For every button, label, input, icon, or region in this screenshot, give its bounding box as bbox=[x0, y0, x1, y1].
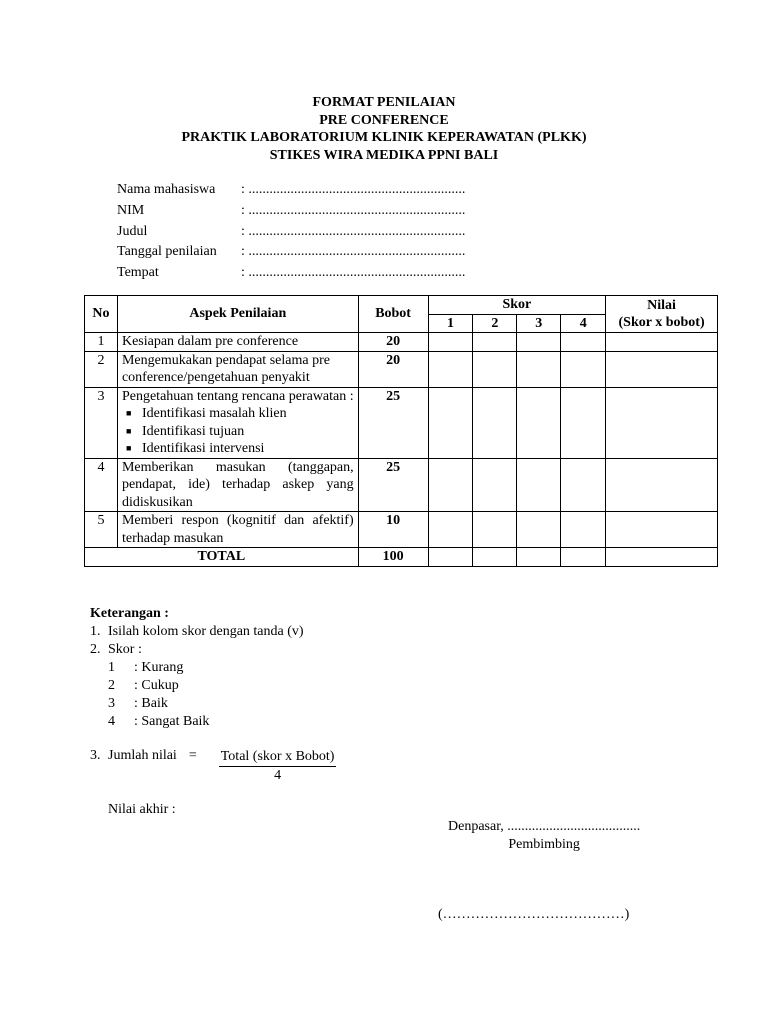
skor-legend-item: 1 : Kurang bbox=[108, 660, 184, 675]
keterangan-item bbox=[90, 641, 304, 659]
row-aspek bbox=[117, 387, 358, 458]
title-line-4: STIKES WIRA MEDIKA PPNI BALI bbox=[269, 147, 499, 163]
row-bobot: 25 bbox=[358, 458, 428, 512]
skor-cell[interactable] bbox=[517, 548, 561, 567]
row-bobot: 10 bbox=[358, 512, 428, 548]
skor-cell[interactable] bbox=[473, 458, 517, 512]
info-row-nim bbox=[117, 201, 465, 222]
square-bullet-icon: ■ bbox=[125, 443, 132, 453]
row-aspek: Memberi respon (kognitif dan afektif) terhadap masukan bbox=[117, 512, 358, 548]
keterangan-item bbox=[90, 623, 304, 641]
skor-legend-item: 4 : Sangat Baik bbox=[108, 714, 210, 729]
skor-cell[interactable] bbox=[473, 512, 517, 548]
table-row bbox=[85, 351, 718, 387]
nilai-cell[interactable] bbox=[606, 333, 718, 352]
jumlah-nilai-formula bbox=[90, 748, 336, 785]
item-number: 1. bbox=[90, 624, 101, 639]
skor-cell[interactable] bbox=[473, 548, 517, 567]
skor-cell[interactable] bbox=[428, 548, 473, 567]
total-value: 100 bbox=[358, 548, 428, 567]
nilai-cell[interactable] bbox=[606, 458, 718, 512]
info-label: Tempat bbox=[117, 265, 159, 281]
skor-cell[interactable] bbox=[428, 512, 473, 548]
assessment-table bbox=[84, 295, 718, 567]
row-aspek-text: Pengetahuan tentang rencana perawatan : bbox=[121, 388, 354, 404]
equals-sign: = bbox=[188, 748, 197, 763]
skor-cell[interactable] bbox=[517, 351, 561, 387]
header-nilai-line1: Nilai bbox=[647, 297, 676, 313]
nilai-cell[interactable] bbox=[606, 548, 718, 567]
table-row bbox=[85, 458, 718, 512]
square-bullet-icon: ■ bbox=[125, 425, 132, 436]
header-skor: Skor bbox=[428, 296, 606, 315]
row-bobot: 20 bbox=[358, 351, 428, 387]
info-row-judul bbox=[117, 222, 465, 243]
item-number: 3. bbox=[90, 748, 101, 763]
table-row bbox=[85, 333, 718, 352]
skor-legend bbox=[90, 659, 304, 731]
skor-legend-item: 2 : Cukup bbox=[108, 678, 179, 693]
row-aspek: Kesiapan dalam pre conference bbox=[117, 333, 358, 352]
skor-cell[interactable] bbox=[561, 512, 606, 548]
info-value: : .............................................................. bbox=[241, 265, 466, 281]
signature-block bbox=[448, 818, 640, 854]
skor-cell[interactable] bbox=[517, 458, 561, 512]
nilai-cell[interactable] bbox=[606, 512, 718, 548]
header-skor-2: 2 bbox=[473, 314, 517, 333]
jumlah-label: Jumlah nilai bbox=[108, 748, 177, 763]
sign-place-date: Denpasar, ...................................... bbox=[448, 819, 641, 834]
skor-cell[interactable] bbox=[517, 387, 561, 458]
document-title-block bbox=[0, 94, 768, 164]
keterangan-section bbox=[90, 605, 304, 731]
table-header-row bbox=[85, 296, 718, 315]
header-skor-3: 3 bbox=[517, 314, 561, 333]
header-bobot: Bobot bbox=[358, 296, 428, 333]
header-aspek: Aspek Penilaian bbox=[117, 296, 358, 333]
skor-cell[interactable] bbox=[473, 387, 517, 458]
total-row bbox=[85, 548, 718, 567]
fraction-denominator: 4 bbox=[274, 768, 282, 783]
skor-cell[interactable] bbox=[428, 387, 473, 458]
nilai-cell[interactable] bbox=[606, 351, 718, 387]
skor-legend-item: 3 : Baik bbox=[108, 696, 168, 711]
info-value: : .............................................................. bbox=[241, 223, 466, 239]
total-label: TOTAL bbox=[85, 548, 359, 567]
table-row bbox=[85, 512, 718, 548]
skor-cell[interactable] bbox=[428, 351, 473, 387]
row-no: 1 bbox=[85, 333, 118, 352]
student-info bbox=[117, 180, 465, 284]
info-row-tempat bbox=[117, 263, 465, 284]
keterangan-heading: Keterangan : bbox=[90, 606, 169, 621]
row-aspek: Memberikan masukan (tanggapan, pendapat, ide) terhadap askep yang didiskusikan bbox=[117, 458, 358, 512]
item-text: Isilah kolom skor dengan tanda (v) bbox=[108, 624, 304, 639]
header-nilai-line2: (Skor x bobot) bbox=[618, 315, 705, 330]
info-label: Judul bbox=[117, 223, 148, 239]
square-bullet-icon: ■ bbox=[125, 408, 132, 418]
info-value: : .............................................................. bbox=[241, 202, 466, 218]
skor-cell[interactable] bbox=[428, 333, 473, 352]
skor-cell[interactable] bbox=[561, 458, 606, 512]
sign-role: Pembimbing bbox=[508, 837, 580, 852]
skor-cell[interactable] bbox=[561, 387, 606, 458]
header-nilai bbox=[606, 296, 718, 333]
skor-cell[interactable] bbox=[561, 351, 606, 387]
info-label: Nama mahasiswa bbox=[117, 182, 216, 197]
row-no: 3 bbox=[85, 387, 118, 458]
skor-cell[interactable] bbox=[561, 333, 606, 352]
item-text: Skor : bbox=[108, 642, 142, 657]
nilai-cell[interactable] bbox=[606, 387, 718, 458]
info-label: Tanggal penilaian bbox=[117, 244, 217, 260]
title-line-3: PRAKTIK LABORATORIUM KLINIK KEPERAWATAN (PLKK) bbox=[181, 130, 587, 145]
fraction-numerator: Total (skor x Bobot) bbox=[219, 748, 337, 767]
fraction bbox=[219, 748, 337, 785]
info-value: : .............................................................. bbox=[241, 182, 466, 197]
skor-cell[interactable] bbox=[473, 351, 517, 387]
info-label: NIM bbox=[117, 202, 145, 218]
signature-name-placeholder: (…………………………………) bbox=[438, 907, 630, 922]
info-row-tanggal bbox=[117, 242, 465, 263]
skor-cell[interactable] bbox=[428, 458, 473, 512]
bullet-item: ■ Identifikasi intervensi bbox=[125, 441, 265, 456]
row-no: 4 bbox=[85, 458, 118, 512]
title-line-2: PRE CONFERENCE bbox=[319, 112, 449, 128]
row-bobot: 20 bbox=[358, 333, 428, 352]
header-skor-4: 4 bbox=[561, 314, 606, 333]
skor-cell[interactable] bbox=[517, 333, 561, 352]
info-row-nama bbox=[117, 180, 465, 201]
skor-cell[interactable] bbox=[561, 548, 606, 567]
skor-cell[interactable] bbox=[473, 333, 517, 352]
header-skor-1: 1 bbox=[428, 314, 473, 333]
info-value: : .............................................................. bbox=[241, 244, 466, 260]
table-row bbox=[85, 387, 718, 458]
row-aspek: Mengemukakan pendapat selama pre conference/pengetahuan penyakit bbox=[117, 351, 358, 387]
row-no: 5 bbox=[85, 512, 118, 548]
header-no: No bbox=[85, 296, 118, 333]
bullet-item: ■ Identifikasi masalah klien bbox=[125, 406, 287, 421]
row-bobot: 25 bbox=[358, 387, 428, 458]
item-number: 2. bbox=[90, 642, 101, 657]
skor-cell[interactable] bbox=[517, 512, 561, 548]
row-no: 2 bbox=[85, 351, 118, 387]
title-line-1: FORMAT PENILAIAN bbox=[312, 95, 456, 110]
bullet-item: ■ Identifikasi tujuan bbox=[125, 423, 245, 439]
nilai-akhir-label: Nilai akhir : bbox=[108, 802, 176, 817]
